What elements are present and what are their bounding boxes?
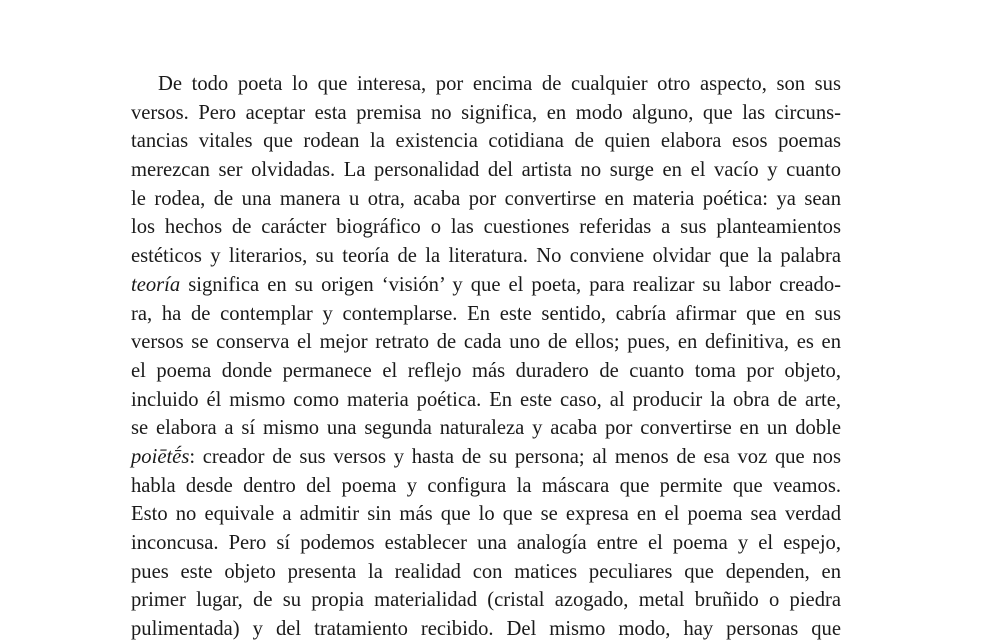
text-line [131, 586, 841, 615]
text-segment: pulimentada) y del tratamiento recibido. Del mismo modo, hay personas que [131, 618, 841, 640]
text-segment: versos. Pero aceptar esta premisa no significa, en modo alguno, que las circuns- [131, 101, 841, 124]
text-line [131, 529, 841, 558]
text-segment: tancias vitales que rodean la existencia cotidiana de quien elabora esos poemas [131, 130, 841, 153]
text-line [131, 185, 841, 214]
text-line [131, 99, 841, 128]
text-line [131, 558, 841, 587]
text-segment: : creador de sus versos y hasta de su persona; al menos de esa voz que nos [189, 445, 841, 468]
text-segment: ra, ha de contemplar y contemplarse. En este sentido, cabría afirmar que en sus [131, 302, 841, 325]
text-line [131, 500, 841, 529]
text-segment: Esto no equivale a admitir sin más que lo que se expresa en el poema sea verdad [131, 503, 841, 526]
body-paragraph [131, 70, 841, 640]
text-segment: habla desde dentro del poema y configura la máscara que permite que veamos. [131, 474, 841, 497]
italic-term: teoría [131, 273, 181, 296]
text-line [131, 213, 841, 242]
text-segment: primer lugar, de su propia materialidad (cristal azogado, metal bruñido o piedra [131, 589, 841, 612]
text-line [131, 443, 841, 472]
text-line [131, 70, 841, 99]
text-line [131, 127, 841, 156]
text-segment: se elabora a sí mismo una segunda naturaleza y acaba por convertirse en un doble [131, 417, 841, 440]
text-line [131, 271, 841, 300]
text-line [131, 300, 841, 329]
text-line [131, 414, 841, 443]
text-segment: merezcan ser olvidadas. La personalidad del artista no surge en el vacío y cuanto [131, 159, 841, 182]
text-line [131, 328, 841, 357]
text-line [131, 472, 841, 501]
text-segment: significa en su origen ‘visión’ y que el poeta, para realizar su labor creado- [180, 273, 841, 296]
text-segment: De todo poeta lo que interesa, por encima de cualquier otro aspecto, son sus [158, 73, 841, 95]
text-segment: versos se conserva el mejor retrato de cada uno de ellos; pues, en definitiva, es en [131, 331, 841, 354]
text-segment: incluido él mismo como materia poética. En este caso, al producir la obra de arte, [131, 388, 841, 411]
text-line [131, 357, 841, 386]
text-line [131, 156, 841, 185]
text-segment: le rodea, de una manera u otra, acaba por convertirse en materia poética: ya sean [131, 187, 841, 210]
text-segment: el poema donde permanece el reflejo más duradero de cuanto toma por objeto, [131, 359, 841, 382]
text-segment: inconcusa. Pero sí podemos establecer una analogía entre el poema y el espejo, [131, 532, 841, 554]
text-line [131, 615, 841, 640]
text-segment: pues este objeto presenta la realidad con matices peculiares que dependen, en [131, 560, 841, 583]
text-segment: los hechos de carácter biográfico o las cuestiones referidas a sus planteamientos [131, 216, 841, 239]
text-line [131, 242, 841, 271]
text-line [131, 386, 841, 415]
italic-term: poiētḗs [131, 445, 190, 468]
text-segment: estéticos y literarios, su teoría de la literatura. No conviene olvidar que la palabra [131, 245, 841, 268]
